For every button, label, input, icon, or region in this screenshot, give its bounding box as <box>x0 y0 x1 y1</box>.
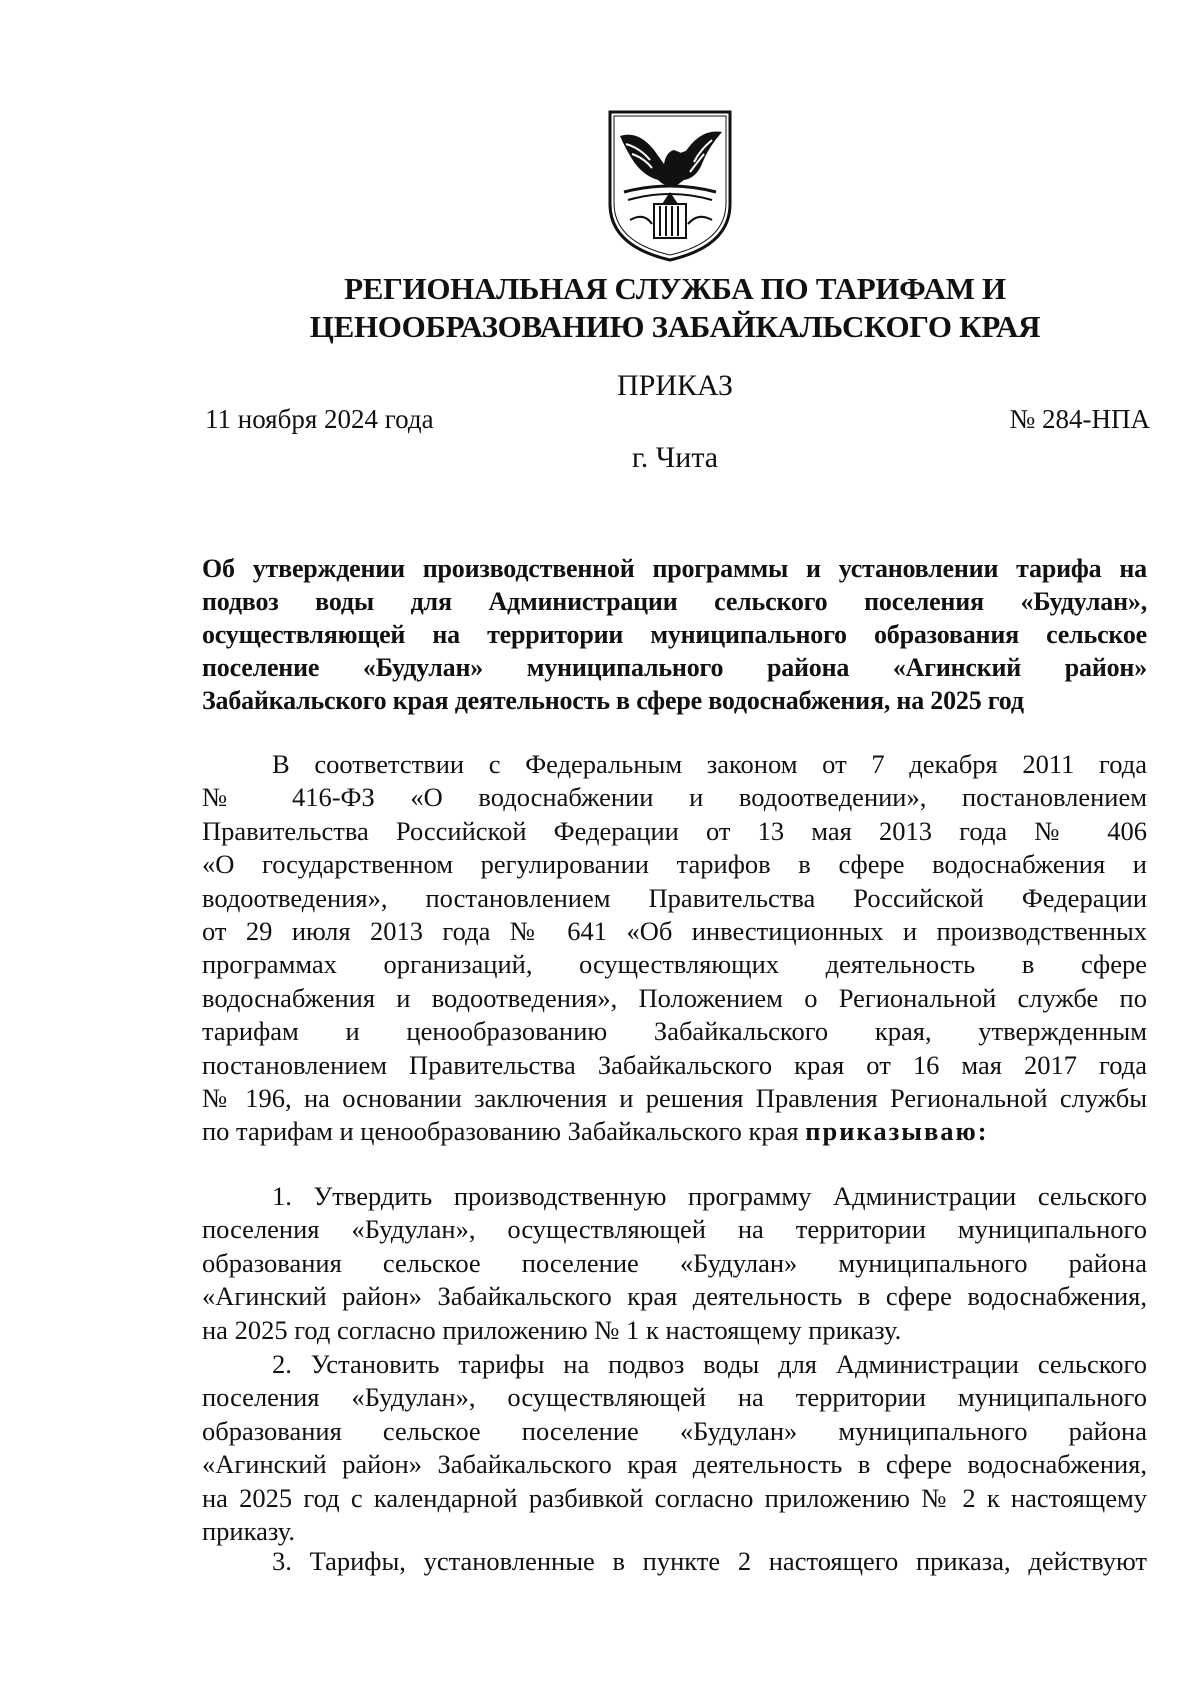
paragraph-line <box>202 1115 1147 1148</box>
subject-line: Забайкальского края деятельность в сфере водоснабжения, на 2025 год <box>202 686 1024 715</box>
subject-line: подвоз воды для Администрации сельского поселения «Будулан», <box>202 587 1147 616</box>
paragraph-line: образования сельское поселение «Будулан» муниципального района <box>202 1247 1147 1278</box>
paragraph-line: поселения «Будулан», осуществляющей на территории муниципального <box>202 1382 1147 1413</box>
preamble-paragraph <box>202 748 1147 1149</box>
order-item-1 <box>202 1180 1147 1347</box>
coat-of-arms-icon <box>604 108 736 264</box>
document-subject <box>202 552 1147 717</box>
paragraph-line: «Агинский район» Забайкальского края деятельность в сфере водоснабжения, <box>202 1449 1147 1480</box>
organization-title-line-1: РЕГИОНАЛЬНАЯ СЛУЖБА ПО ТАРИФАМ И <box>344 271 1006 306</box>
paragraph-line: на 2025 год с календарной разбивкой согласно приложению № 2 к настоящему <box>202 1482 1147 1513</box>
paragraph-line: от 29 июля 2013 года № 641 «Об инвестиционных и производственных <box>202 915 1147 946</box>
paragraph-line: 1. Утвердить производственную программу Администрации сельского <box>272 1181 1147 1211</box>
paragraph-line: программах организаций, осуществляющих деятельность в сфере <box>202 949 1147 980</box>
paragraph-line: 2. Установить тарифы на подвоз воды для Администрации сельского <box>272 1349 1147 1379</box>
paragraph-line: № 416-ФЗ «О водоснабжении и водоотведении», постановлением <box>202 782 1147 813</box>
paragraph-line: 3. Тарифы, установленные в пункте 2 настоящего приказа, действуют <box>272 1546 1147 1576</box>
subject-line: осуществляющей на территории муниципального образования сельское <box>202 620 1147 649</box>
paragraph-line: на 2025 год согласно приложению № 1 к настоящему приказу. <box>202 1314 902 1345</box>
order-item-3 <box>202 1545 1147 1578</box>
decree-word: приказываю: <box>805 1116 989 1147</box>
organization-title-line-2: ЦЕНООБРАЗОВАНИЮ ЗАБАЙКАЛЬСКОГО КРАЯ <box>309 309 1041 344</box>
paragraph-line: водоотведения», постановлением Правительства Российской Федерации <box>202 882 1147 913</box>
document-city: г. Чита <box>631 441 719 474</box>
paragraph-line: Правительства Российской Федерации от 13 мая 2013 года № 406 <box>202 815 1147 846</box>
document-number: № 284-НПА <box>1009 404 1150 434</box>
subject-line: Об утверждении производственной программы и установлении тарифа на <box>202 554 1147 583</box>
paragraph-line: водоснабжения и водоотведения», Положением о Региональной службе по <box>202 982 1147 1013</box>
paragraph-line: приказу. <box>202 1515 295 1546</box>
subject-line: поселение «Будулан» муниципального района «Агинский район» <box>202 653 1147 682</box>
paragraph-line: постановлением Правительства Забайкальского края от 16 мая 2017 года <box>202 1049 1147 1080</box>
paragraph-line: «Агинский район» Забайкальского края деятельность в сфере водоснабжения, <box>202 1281 1147 1312</box>
document-type: ПРИКАЗ <box>617 369 733 402</box>
paragraph-line: «О государственном регулировании тарифов в сфере водоснабжения и <box>202 849 1147 880</box>
order-item-2 <box>202 1348 1147 1548</box>
paragraph-line-text: по тарифам и ценообразованию Забайкальского края <box>202 1116 806 1147</box>
paragraph-line: В соответствии с Федеральным законом от 7 декабря 2011 года <box>272 749 1147 779</box>
paragraph-line: тарифам и ценообразованию Забайкальского края, утвержденным <box>202 1016 1147 1047</box>
paragraph-line: поселения «Будулан», осуществляющей на территории муниципального <box>202 1214 1147 1245</box>
paragraph-line: № 196, на основании заключения и решения Правления Региональной службы <box>202 1082 1147 1113</box>
document-date: 11 ноября 2024 года <box>205 404 434 434</box>
paragraph-line: образования сельское поселение «Будулан» муниципального района <box>202 1415 1147 1446</box>
